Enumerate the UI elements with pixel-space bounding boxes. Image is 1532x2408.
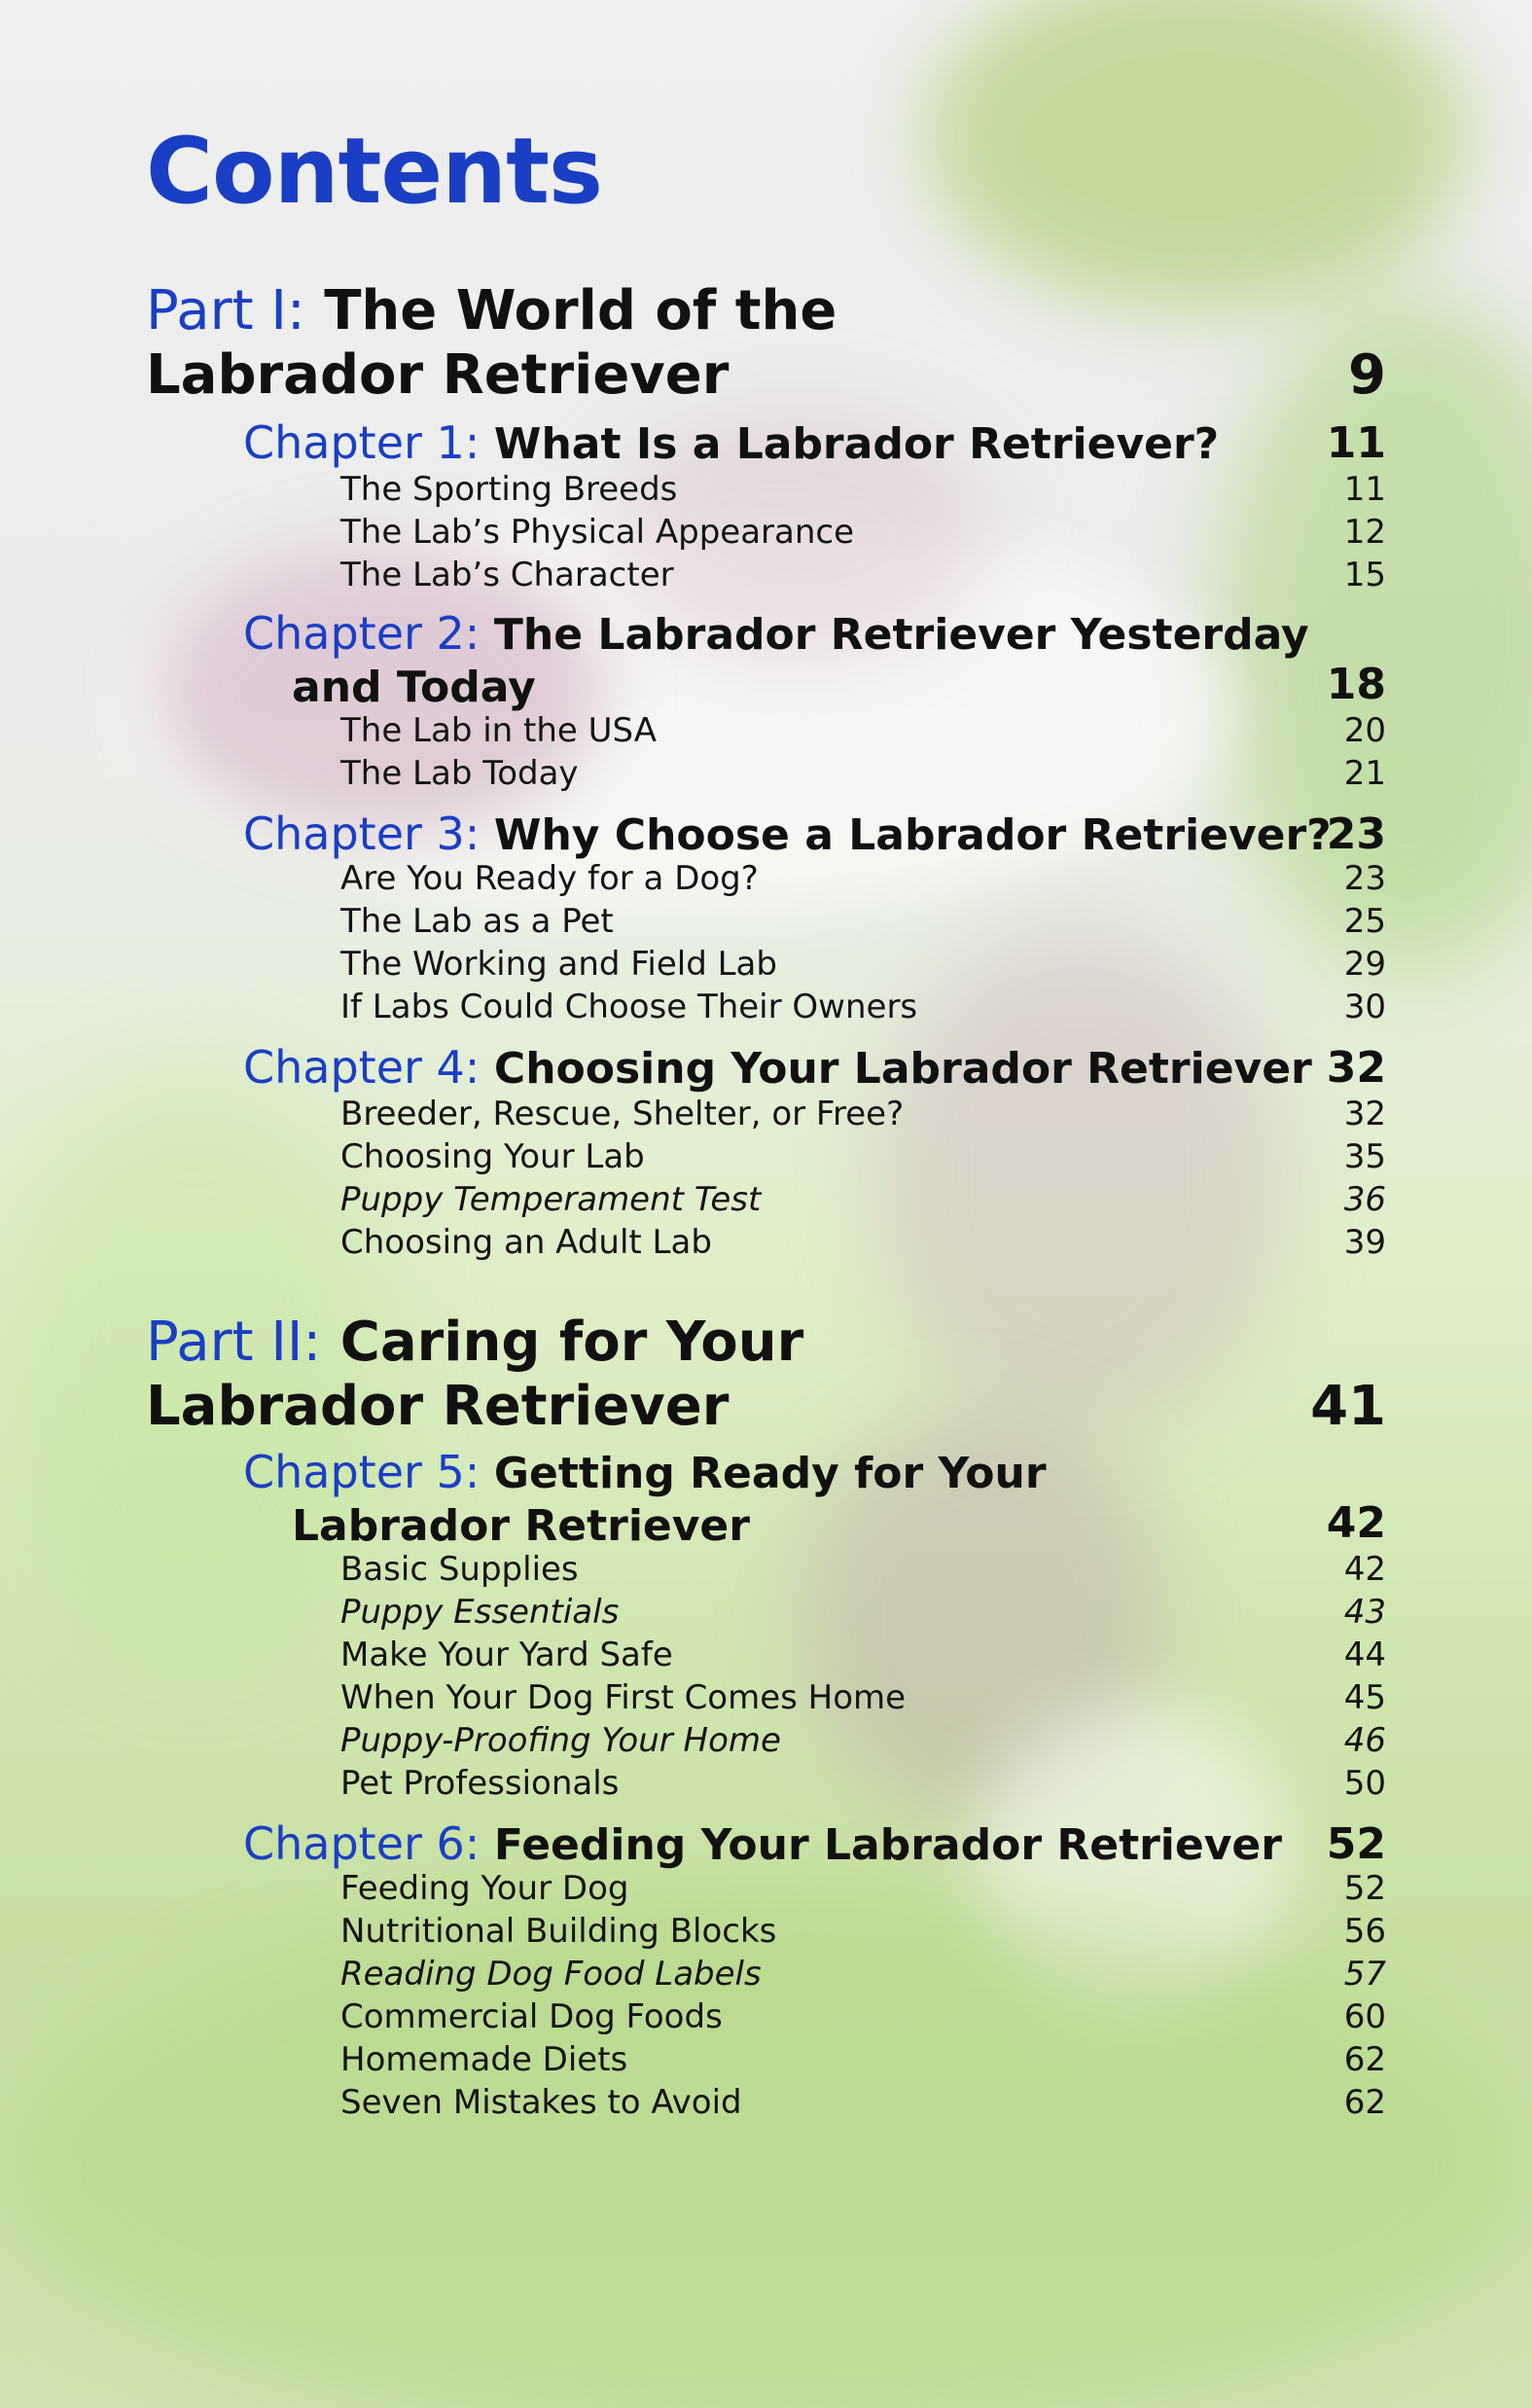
section-entry[interactable]: The Working and Field Lab xyxy=(340,945,777,984)
sidebar-page: 46 xyxy=(1343,1721,1386,1760)
chapter-5-title-line2: Labrador Retriever xyxy=(292,1501,750,1551)
part-1-title-line1: The World of the xyxy=(324,279,837,342)
chapter-6-label: Chapter 6: xyxy=(243,1817,481,1870)
section-page: 21 xyxy=(1343,754,1386,793)
chapter-4-page: 32 xyxy=(1326,1043,1386,1093)
part-1-label: Part I: xyxy=(146,279,305,342)
chapter-5-page: 42 xyxy=(1326,1498,1386,1548)
chapter-1-title: What Is a Labrador Retriever? xyxy=(493,419,1220,469)
part-2-label: Part II: xyxy=(146,1311,322,1374)
section-page: 11 xyxy=(1343,470,1386,509)
section-entry[interactable]: The Lab’s Physical Appearance xyxy=(340,513,854,552)
section-page: 25 xyxy=(1343,902,1386,941)
chapter-1-heading[interactable] xyxy=(243,416,1220,469)
section-page: 56 xyxy=(1343,1912,1386,1951)
section-entry[interactable]: Nutritional Building Blocks xyxy=(340,1912,777,1951)
part-2-page: 41 xyxy=(1310,1375,1386,1438)
chapter-2-label: Chapter 2: xyxy=(243,607,481,660)
chapter-4-label: Chapter 4: xyxy=(243,1041,481,1094)
chapter-2-page: 18 xyxy=(1326,660,1386,709)
chapter-5-label: Chapter 5: xyxy=(243,1446,481,1498)
chapter-6-title: Feeding Your Labrador Retriever xyxy=(493,1820,1282,1870)
sidebar-page: 43 xyxy=(1343,1593,1386,1632)
section-entry[interactable]: The Lab in the USA xyxy=(340,711,657,750)
section-entry[interactable]: The Lab’s Character xyxy=(340,556,674,594)
chapter-3-page: 23 xyxy=(1326,809,1386,859)
sidebar-page: 57 xyxy=(1343,1955,1386,1994)
section-entry[interactable]: Are You Ready for a Dog? xyxy=(340,859,759,898)
sidebar-entry[interactable]: Puppy Temperament Test xyxy=(340,1180,762,1219)
section-entry[interactable]: Choosing Your Lab xyxy=(340,1137,645,1176)
chapter-3-title: Why Choose a Labrador Retriever? xyxy=(493,810,1332,860)
chapter-5-heading-line2[interactable] xyxy=(292,1501,750,1551)
part-2-heading[interactable] xyxy=(146,1311,804,1374)
section-page: 23 xyxy=(1343,859,1386,898)
part-1-heading-line2[interactable] xyxy=(146,343,730,407)
section-entry[interactable]: The Lab Today xyxy=(340,754,579,793)
sidebar-entry[interactable]: Reading Dog Food Labels xyxy=(340,1955,762,1994)
section-entry[interactable]: Homemade Diets xyxy=(340,2040,628,2079)
section-page: 39 xyxy=(1343,1223,1386,1262)
chapter-1-label: Chapter 1: xyxy=(243,416,481,469)
sidebar-entry[interactable]: Puppy Essentials xyxy=(340,1593,620,1632)
section-page: 50 xyxy=(1343,1764,1386,1803)
chapter-2-title-line2: and Today xyxy=(292,663,536,712)
section-entry[interactable]: Basic Supplies xyxy=(340,1550,579,1589)
part-2-heading-line2[interactable] xyxy=(146,1375,730,1438)
section-entry[interactable]: Commercial Dog Foods xyxy=(340,1997,723,2036)
section-entry[interactable]: When Your Dog First Comes Home xyxy=(340,1678,907,1717)
chapter-2-heading[interactable] xyxy=(243,607,1309,660)
section-page: 52 xyxy=(1343,1869,1386,1908)
section-page: 15 xyxy=(1343,556,1386,594)
section-page: 45 xyxy=(1343,1678,1386,1717)
chapter-5-title-line1: Getting Ready for Your xyxy=(493,1449,1047,1498)
section-page: 62 xyxy=(1343,2040,1386,2079)
section-page: 32 xyxy=(1343,1095,1386,1133)
section-page: 29 xyxy=(1343,945,1386,984)
part-1-page: 9 xyxy=(1348,343,1386,407)
sidebar-page: 36 xyxy=(1343,1180,1386,1219)
section-entry[interactable]: Pet Professionals xyxy=(340,1764,620,1803)
section-page: 12 xyxy=(1343,513,1386,552)
section-entry[interactable]: Feeding Your Dog xyxy=(340,1869,629,1908)
chapter-4-title: Choosing Your Labrador Retriever xyxy=(493,1044,1312,1094)
chapter-2-title-line1: The Labrador Retriever Yesterday xyxy=(493,610,1309,660)
section-entry[interactable]: Seven Mistakes to Avoid xyxy=(340,2083,742,2122)
section-page: 35 xyxy=(1343,1137,1386,1176)
chapter-5-heading[interactable] xyxy=(243,1446,1047,1498)
chapter-3-label: Chapter 3: xyxy=(243,808,481,860)
chapter-4-heading[interactable] xyxy=(243,1041,1312,1094)
part-1-heading[interactable] xyxy=(146,279,837,342)
section-entry[interactable]: The Lab as a Pet xyxy=(340,902,614,941)
page-title: Contents xyxy=(146,119,602,225)
part-2-title-line2: Labrador Retriever xyxy=(146,1375,730,1438)
part-1-title-line2: Labrador Retriever xyxy=(146,343,730,407)
section-page: 62 xyxy=(1343,2083,1386,2122)
section-entry[interactable]: Breeder, Rescue, Shelter, or Free? xyxy=(340,1095,905,1133)
section-page: 20 xyxy=(1343,711,1386,750)
section-entry[interactable]: The Sporting Breeds xyxy=(340,470,678,509)
chapter-2-heading-line2[interactable] xyxy=(292,663,536,712)
chapter-3-heading[interactable] xyxy=(243,808,1332,860)
section-entry[interactable]: If Labs Could Choose Their Owners xyxy=(340,988,918,1026)
section-page: 30 xyxy=(1343,988,1386,1026)
chapter-1-page: 11 xyxy=(1326,418,1386,468)
section-page: 42 xyxy=(1343,1550,1386,1589)
part-2-title-line1: Caring for Your xyxy=(339,1311,804,1374)
chapter-6-page: 52 xyxy=(1326,1819,1386,1869)
section-page: 60 xyxy=(1343,1997,1386,2036)
section-entry[interactable]: Make Your Yard Safe xyxy=(340,1635,673,1674)
section-entry[interactable]: Choosing an Adult Lab xyxy=(340,1223,712,1262)
chapter-6-heading[interactable] xyxy=(243,1817,1282,1870)
sidebar-entry[interactable]: Puppy-Proofing Your Home xyxy=(340,1721,781,1760)
section-page: 44 xyxy=(1343,1635,1386,1674)
